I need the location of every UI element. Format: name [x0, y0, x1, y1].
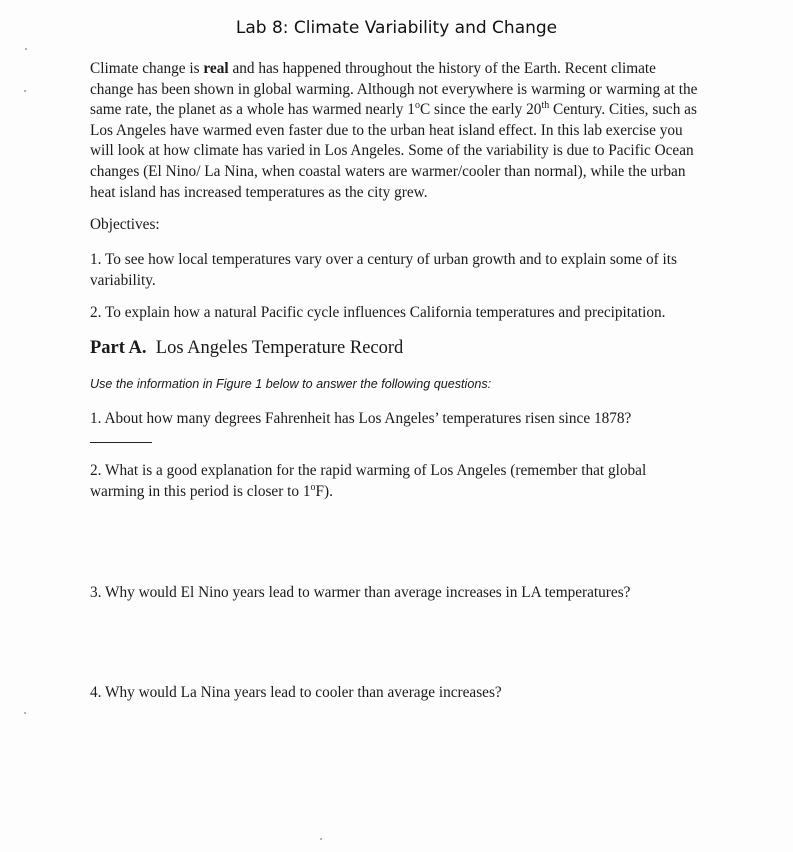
intro-text-3: C since the early 20	[419, 101, 542, 119]
question-2-text-1: 2. What is a good explanation for the rapid warming of Los Angeles (remember that global warming in this period is closer to 1	[90, 462, 647, 500]
scan-speck	[25, 48, 27, 50]
ordinal-suffix: th	[541, 100, 550, 112]
scan-speck	[24, 90, 26, 92]
objective-item-2: 2. To explain how a natural Pacific cycle influences California temperatures and precipitation.	[90, 304, 666, 321]
question-1-answer-line	[90, 442, 152, 443]
intro-text-1: Climate change is	[90, 60, 204, 77]
degree-symbol: o	[414, 100, 420, 112]
objectives-label: Objectives:	[90, 216, 160, 233]
scan-speck	[24, 712, 26, 714]
intro-text-2: and has happened throughout the history of the Earth. Recent climate change has been shown in global warming. Although not everywhere is warming or warming at the same rate, the planet as a whole has warmed nearly 1	[90, 60, 698, 119]
intro-bold-word: real	[203, 60, 229, 77]
part-a-label: Part A.	[90, 338, 147, 358]
scan-speck	[320, 838, 322, 840]
degree-symbol: o	[310, 481, 316, 493]
objective-item-1: 1. To see how local temperatures vary over a century of urban growth and to explain some of its variability.	[90, 251, 677, 289]
page-title: Lab 8: Climate Variability and Change	[235, 18, 558, 38]
part-a-instruction: Use the information in Figure 1 below to answer the following questions:	[90, 377, 492, 391]
question-4: 4. Why would La Nina years lead to cooler than average increases?	[90, 684, 502, 701]
intro-paragraph	[90, 59, 700, 203]
question-3: 3. Why would El Nino years lead to warmer than average increases in LA temperatures?	[90, 584, 631, 601]
question-1: 1. About how many degrees Fahrenheit has Los Angeles’ temperatures risen since 1878?	[90, 410, 632, 427]
question-2	[90, 461, 700, 502]
part-a-heading	[90, 336, 403, 360]
part-a-title: Los Angeles Temperature Record	[155, 338, 404, 358]
question-2-text-2: F).	[315, 482, 333, 500]
intro-text-4: Century. Cities, such as Los Angeles have warmed even faster due to the urban heat island effect. In this lab exercise you will look at how climate has varied in Los Angeles. Some of the variability is due to Pacific Ocean changes (El Nino/ La Nina, when coastal waters are warmer/cooler than normal), while the urban heat island has increased temperatures as the city grew.	[90, 101, 697, 201]
